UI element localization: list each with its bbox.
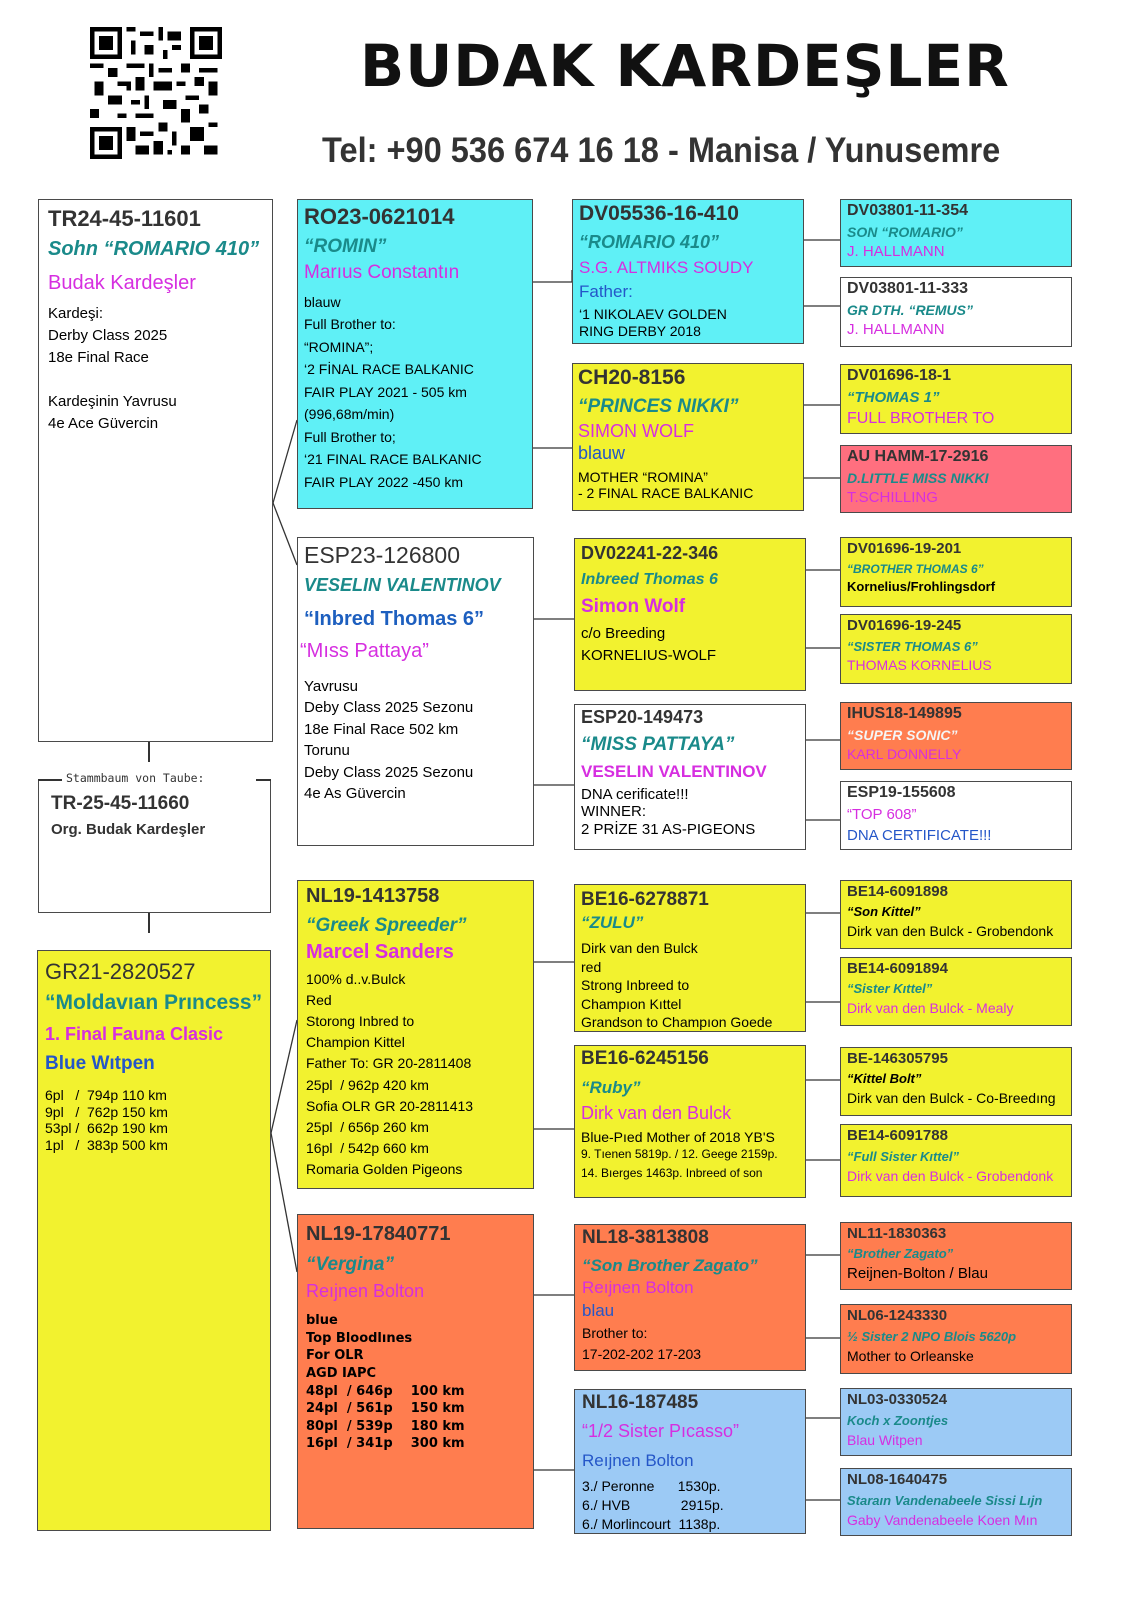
breeder-name: T.SCHILLING (847, 489, 938, 507)
pigeon-name: “1/2 Sister Pıcasso” (582, 1421, 740, 1442)
breeder-name: Reijnen-Bolton / Blau (847, 1265, 988, 1283)
g2-nikki-box (572, 363, 804, 511)
ring-number: NL18-3813808 (582, 1227, 709, 1248)
info-line: 17-202-202 17-203 (582, 1345, 702, 1362)
ring-number: DV05536-16-410 (579, 202, 739, 225)
father-box (297, 199, 533, 509)
ring-number: NL08-1640475 (847, 1471, 948, 1488)
g3-box (840, 1468, 1072, 1536)
info-line: KORNELIUS-WOLF (581, 646, 717, 664)
ring-number: BE-146305795 (847, 1050, 948, 1067)
breeder-name: Reıjnen Bolton (306, 1281, 425, 1301)
info-line: 6./ Morlincourt 1138p. (582, 1515, 721, 1532)
pigeon-name: “Sister Kıttel” (847, 980, 933, 996)
info-line: 18e Final Race 502 km (304, 720, 459, 738)
father-label: Father: (579, 282, 633, 302)
info-line: 2 PRİZE 31 AS-PIGEONS (581, 821, 756, 839)
info-line (48, 369, 263, 391)
info-line: Red (306, 991, 332, 1008)
g3-box (840, 1304, 1072, 1374)
breeder-name: Dirk van den Bulck (581, 1103, 732, 1124)
info-line: 25pl / 962p 420 km (306, 1076, 429, 1093)
pigeon-name: SON “ROMARIO” (847, 223, 963, 240)
result-line: 53pl / 662p 190 km (45, 1120, 168, 1137)
pigeon-name: “SUPER SONIC” (847, 726, 958, 743)
pigeon-name: “Greek Spreeder” (306, 914, 467, 936)
info-line: Champion Kittel (306, 1034, 405, 1051)
ring-number: TR24-45-11601 (48, 206, 201, 231)
breeder-name: Dirk van den Bulck - Grobendonk (847, 923, 1054, 940)
g3-box (840, 1047, 1072, 1116)
info-line: 24pl / 561p 150 km (306, 1401, 465, 1417)
breeder-name: J. HALLMANN (847, 321, 945, 339)
pigeon-name: “ZULU” (581, 913, 644, 933)
pigeon-name: “Inbred Thomas 6” (304, 608, 485, 631)
g2-zagato-box (574, 1224, 806, 1371)
info-line: c/o Breeding (581, 624, 666, 642)
breeder-name: Gaby Vandenabeele Koen Mın (847, 1512, 1038, 1529)
pigeon-name: “Moldavıan Prıncess” (45, 990, 263, 1014)
breeder-name: Reıjnen Bolton (582, 1278, 694, 1298)
divider (256, 779, 271, 781)
breeder-name: Blau Witpen (847, 1432, 923, 1449)
info-line: Champıon Kıttel (581, 995, 682, 1012)
g3-box (840, 1222, 1072, 1290)
info-line: - 2 FINAL RACE BALKANIC (578, 485, 754, 502)
info-line: 6./ HVB 2915p. (582, 1496, 724, 1513)
info-line: Kardeşi: (48, 305, 104, 323)
info-line: DNA cerificate!!! (581, 785, 689, 803)
pigeon-name: Koch x Zoontjes (847, 1412, 949, 1428)
breeder-name: Marcel Sanders (306, 941, 454, 963)
info-line: red (581, 958, 602, 975)
result-line: 6pl / 794p 110 km (45, 1087, 167, 1104)
breeder-name: Kornelius/Frohlingsdorf (847, 578, 996, 594)
ring-number: DV03801-11-354 (847, 202, 968, 219)
color-desc: blauw (578, 443, 626, 464)
ring-number: BE16-6245156 (581, 1048, 709, 1069)
info-line: Kardeşinin Yavrusu (48, 393, 177, 411)
ring-number: TR-25-45-11660 (51, 793, 190, 814)
ring-number: ESP23-126800 (304, 542, 461, 568)
ring-number: NL03-0330524 (847, 1391, 948, 1408)
g3-box (840, 364, 1072, 434)
ring-number: NL06-1243330 (847, 1307, 948, 1324)
info-line: 16pl / 542p 660 km (306, 1140, 429, 1157)
info-line: Blue-Pıed Mother of 2018 YB'S (581, 1128, 775, 1145)
info-line: Grandson to Champıon Goede (581, 1014, 773, 1031)
pigeon-name: “Kittel Bolt” (847, 1070, 922, 1086)
ring-number: ESP19-155608 (847, 784, 956, 801)
g2-inbred-box (574, 538, 806, 691)
ring-number: BE14-6091894 (847, 960, 948, 977)
pigeon-name: Inbreed Thomas 6 (581, 571, 718, 589)
g2-ruby-box (574, 1045, 806, 1198)
g3-box (840, 781, 1072, 850)
breeder-name: Simon Wolf (581, 596, 686, 618)
breeder-name: VESELIN VALENTINOV (581, 761, 767, 781)
g3-box (840, 614, 1072, 684)
mother-box (37, 950, 271, 1531)
pigeon-name: GR DTH. “REMUS” (847, 301, 973, 318)
info-line: ‘21 FINAL RACE BALKANIC (304, 451, 482, 468)
ring-number: GR21-2820527 (45, 959, 196, 984)
g3-box (840, 277, 1072, 347)
breeder-name: FULL BROTHER TO (847, 409, 995, 427)
info-line: 4e Ace Güvercin (48, 415, 159, 433)
ring-number: NL16-187485 (582, 1392, 699, 1413)
pigeon-name: “BROTHER THOMAS 6” (847, 561, 984, 576)
ring-number: DV03801-11-333 (847, 280, 968, 297)
info-line: Torunu (304, 742, 350, 760)
ring-number: DV01696-19-201 (847, 540, 962, 557)
g2-picasso-box (574, 1389, 806, 1534)
info-line: Dirk van den Bulck (581, 940, 698, 957)
pigeon-name: “Full Sister Kıttel” (847, 1148, 959, 1164)
award: 1. Final Fauna Clasic (45, 1023, 224, 1044)
breeder-name: Reıjnen Bolton (582, 1450, 694, 1470)
g2-romario-box (572, 199, 804, 344)
paternal-dam-box (297, 537, 534, 846)
info-line: 18e Final Race (48, 349, 149, 367)
info-line: FAIR PLAY 2022 -450 km (304, 473, 464, 490)
breeder-name: Budak Kardeşler (48, 271, 196, 294)
g2-pattaya-box (574, 704, 806, 850)
pigeon-name: “Son Kittel” (847, 903, 921, 919)
pigeon-name: D.LITTLE MISS NIKKI (847, 469, 989, 486)
info-line: Sofia OLR GR 20-2811413 (306, 1097, 474, 1114)
ring-number: AU HAMM-17-2916 (847, 448, 989, 465)
info-line: Romaria Golden Pigeons (306, 1161, 463, 1178)
subject-box (38, 199, 273, 742)
info-line: Full Brother to; (304, 428, 396, 445)
g3-box (840, 880, 1072, 949)
g3-box (840, 1388, 1072, 1456)
telephone-line: Tel: +90 536 674 16 18 - Manisa / Yunusemre (322, 131, 1001, 170)
info-line: 3./ Peronne 1530p. (582, 1477, 721, 1494)
info-line: 9. Tıenen 5819p. / 12. Geege 2159p. (581, 1147, 778, 1162)
info-line: Deby Class 2025 Sezonu (304, 699, 474, 717)
color-desc: blau (582, 1300, 615, 1320)
pigeon-name: “ROMIN” (304, 235, 387, 257)
info-line: ‘2 FİNAL RACE BALKANIC (304, 361, 474, 378)
info-line: Full Brother to: (304, 316, 396, 333)
info-line: Top Bloodlınes (306, 1330, 413, 1346)
info-line: 14. Bıerges 1463p. Inbreed of son (581, 1166, 763, 1181)
pigeon-name: “PRINCES NIKKI” (578, 395, 739, 417)
info-line: For OLR (306, 1348, 364, 1364)
info-line: Father To: GR 20-2811408 (306, 1055, 472, 1072)
ring-number: NL19-17840771 (306, 1223, 451, 1245)
info-line: Deby Class 2025 Sezonu (304, 763, 474, 781)
info-line: FAIR PLAY 2021 - 505 km (304, 383, 467, 400)
g3-box (840, 537, 1072, 607)
info-line: RING DERBY 2018 (579, 322, 701, 339)
ring-number: DV02241-22-346 (581, 543, 719, 563)
ring-number: CH20-8156 (578, 366, 686, 389)
pigeon-name: “Ruby” (581, 1078, 641, 1098)
pigeon-name: Staraın Vandenabeele Sissi Lıjn (847, 1492, 1043, 1508)
info-line: 100% d..v.Bulck (306, 970, 406, 987)
ring-number: ESP20-149473 (581, 707, 704, 727)
breeder-name: DNA CERTIFICATE!!! (847, 826, 992, 844)
ring-number: IHUS18-149895 (847, 705, 962, 722)
breeder-name: Dirk van den Bulck - Co-Breedıng (847, 1090, 1056, 1107)
breeder-name: Mother to Orleanske (847, 1348, 974, 1365)
info-line: Strong Inbreed to (581, 977, 690, 994)
pigeon-name: “Mıss Pattaya” (300, 639, 429, 662)
info-line: Derby Class 2025 (48, 327, 168, 345)
g3-box (840, 1124, 1072, 1197)
pigeon-name: “MISS PATTAYA” (581, 734, 735, 756)
breeder-name: J. HALLMANN (847, 243, 945, 261)
ring-number: BE14-6091788 (847, 1127, 948, 1144)
g3-box (840, 199, 1072, 267)
result-line: 1pl / 383p 500 km (45, 1136, 168, 1153)
g3-box (840, 702, 1072, 770)
stammbaum-label: Stammbaum von Taube: (66, 771, 205, 785)
info-line: Brother to: (582, 1324, 648, 1341)
info-line: 4e As Güvercin (304, 785, 406, 803)
pigeon-name: “Son Brother Zagato” (582, 1256, 758, 1276)
info-line: ‘1 NIKOLAEV GOLDEN (579, 306, 727, 323)
info-line: blue (306, 1313, 338, 1329)
pigeon-name: “SISTER THOMAS 6” (847, 638, 978, 654)
g2-zulu-box (574, 884, 806, 1032)
g3-box (840, 445, 1072, 513)
ring-number: DV01696-18-1 (847, 367, 952, 384)
pigeon-name: “Brother Zagato” (847, 1245, 954, 1261)
organizer: Org. Budak Kardeşler (51, 821, 206, 839)
page-title: BUDAK KARDEŞLER (360, 32, 1010, 100)
breeder-name: Marıus Constantın (304, 262, 460, 284)
pigeon-name: “Vergina” (306, 1253, 394, 1275)
breeder-name: THOMAS KORNELIUS (847, 657, 992, 674)
info-line: 80pl / 539p 180 km (306, 1418, 465, 1434)
info-line: WINNER: (581, 803, 646, 821)
info-line: (996,68m/min) (304, 406, 395, 423)
ring-number: BE14-6091898 (847, 883, 948, 900)
info-line: 25pl / 656p 260 km (306, 1119, 429, 1136)
divider (38, 779, 62, 781)
ring-number: RO23-0621014 (304, 204, 455, 229)
pigeon-name: “THOMAS 1” (847, 388, 940, 406)
pigeon-name: “ROMARIO 410” (579, 231, 720, 252)
ring-number: NL19-1413758 (306, 885, 440, 907)
g3-box (840, 957, 1072, 1026)
maternal-sire-box (297, 880, 534, 1189)
ring-number: BE16-6278871 (581, 889, 709, 910)
info-line: MOTHER “ROMINA” (578, 468, 708, 485)
pigeon-name: “TOP 608” (847, 805, 917, 823)
pigeon-name: ½ Sister 2 NPO Blois 5620p (847, 1328, 1017, 1344)
breeder-name: KARL DONNELLY (847, 746, 962, 763)
breeder-name: SIMON WOLF (578, 421, 694, 442)
ring-number: NL11-1830363 (847, 1225, 947, 1242)
maternal-dam-box (297, 1214, 534, 1529)
result-line: 9pl / 762p 150 km (45, 1103, 168, 1120)
info-line: “ROMINA”; (304, 338, 374, 355)
breeder-name: Dirk van den Bulck - Mealy (847, 1000, 1014, 1017)
info-line: AGD IAPC (306, 1366, 377, 1382)
breeder-name: Dirk van den Bulck - Grobendonk (847, 1168, 1054, 1185)
info-line: 16pl / 341p 300 km (306, 1436, 465, 1452)
info-line: blauw (304, 293, 341, 310)
info-line: Storong Inbred to (306, 1013, 415, 1029)
breeder-name: S.G. ALTMIKS SOUDY (579, 258, 754, 277)
breeder-name: VESELIN VALENTINOV (304, 575, 501, 596)
info-line: 48pl / 646p 100 km (306, 1383, 465, 1399)
color-desc: Blue Wıtpen (45, 1052, 155, 1074)
pigeon-name: Sohn “ROMARIO 410” (48, 237, 260, 260)
stammbaum-box (38, 779, 271, 913)
info-line: Yavrusu (304, 677, 358, 695)
ring-number: DV01696-19-245 (847, 617, 962, 634)
